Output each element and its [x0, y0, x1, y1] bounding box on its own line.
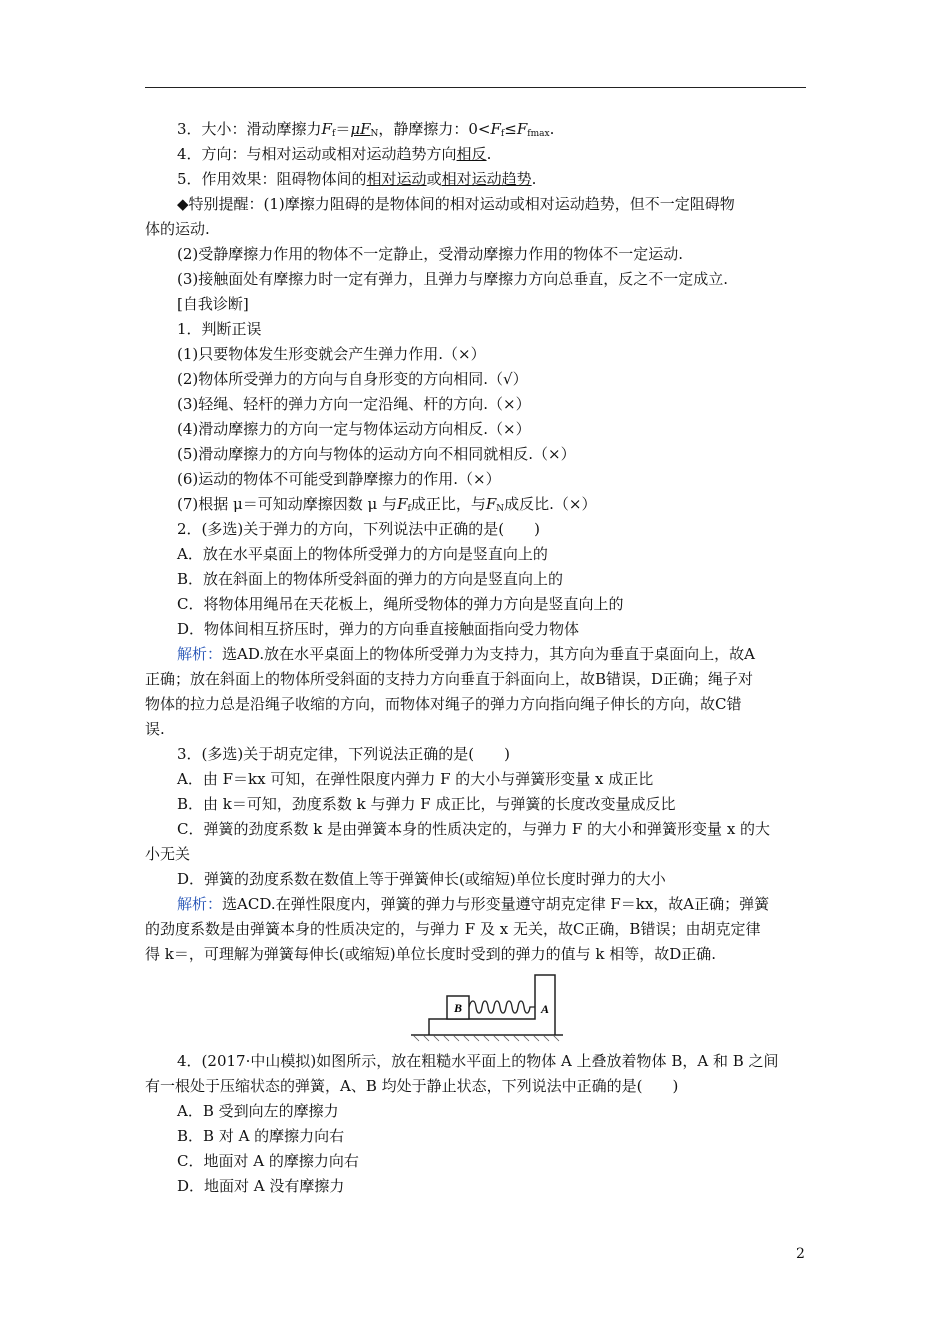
question-title-cont: 有一根处于压缩状态的弹簧，A、B 均处于静止状态，下列说法中正确的是( ) — [145, 1077, 679, 1095]
solution-label: 解析： — [177, 895, 223, 913]
spring — [469, 1001, 535, 1013]
page-number: 2 — [796, 1246, 805, 1262]
option-c: C．地面对 A 的摩擦力向右 — [177, 1152, 359, 1170]
text-line: (2)受静摩擦力作用的物体不一定静止，受滑动摩擦力作用的物体不一定运动. — [177, 245, 684, 263]
option-a: A．B 受到向左的摩擦力 — [177, 1102, 339, 1120]
spring-diagram — [409, 973, 565, 1043]
text-line: ◆特别提醒：(1)摩擦力阻碍的是物体间的相对运动或相对运动趋势，但不一定阻碍物 — [177, 195, 735, 213]
solution-line: 物体的拉力总是沿绳子收缩的方向，而物体对绳子的弹力方向指向绳子伸长的方向，故C错 — [145, 695, 742, 713]
spring-figure — [145, 973, 806, 1043]
ground-hatch — [413, 1035, 559, 1041]
text-line: (1)只要物体发生形变就会产生弹力作用.（×） — [177, 345, 486, 363]
option-d: D．物体间相互挤压时，弹力的方向垂直接触面指向受力物体 — [177, 620, 580, 638]
option-a: A．放在水平桌面上的物体所受弹力的方向是竖直向上的 — [177, 545, 548, 563]
question-title: 4．(2017·中山模拟)如图所示，放在粗糙水平面上的物体 A 上叠放着物体 B，A 和 B 之间 — [177, 1052, 779, 1070]
option-c: C．弹簧的劲度系数 k 是由弹簧本身的性质决定的，与弹力 F 的大小和弹簧形变量 x 的大 — [177, 820, 771, 838]
question-title: 3．(多选)关于胡克定律，下列说法正确的是( ) — [177, 745, 510, 763]
option-b: B．B 对 A 的摩擦力向右 — [177, 1127, 345, 1145]
question-title: 2．(多选)关于弹力的方向，下列说法中正确的是( ) — [177, 520, 540, 538]
option-c: C．将物体用绳吊在天花板上，绳所受物体的弹力方向是竖直向上的 — [177, 595, 624, 613]
option-c-cont: 小无关 — [145, 845, 191, 863]
solution-line: 解析：选AD.放在水平桌面上的物体所受弹力为支持力，其方向为垂直于桌面向上，故A — [177, 645, 755, 663]
option-d: D．弹簧的劲度系数在数值上等于弹簧伸长(或缩短)单位长度时弹力的大小 — [177, 870, 666, 888]
text-line: 3．大小：滑动摩擦力$F_f=\mu F_N$，静摩擦力：$0<F_f\le F_{fmax}$. — [177, 120, 555, 139]
solution-line: 解析：选ACD.在弹性限度内，弹簧的弹力与形变量遵守胡克定律 F＝kx，故A正确；弹簧 — [177, 895, 770, 913]
solution-line: 的劲度系数是由弹簧本身的性质决定的，与弹力 F 及 x 无关，故C正确，B错误；由胡克定律 — [145, 920, 761, 938]
text-line: 4．方向：与相对运动或相对运动趋势方向相反. — [177, 145, 492, 163]
option-d: D．地面对 A 没有摩擦力 — [177, 1177, 345, 1195]
text-line: (3)接触面处有摩擦力时一定有弹力，且弹力与摩擦力方向总垂直，反之不一定成立. — [177, 270, 729, 288]
option-b: B．由 k＝可知，劲度系数 k 与弹力 F 成正比，与弹簧的长度改变量成反比 — [177, 795, 676, 813]
solution-label: 解析： — [177, 645, 223, 663]
solution-line: 正确；放在斜面上的物体所受斜面的支持力方向垂直于斜面向上，故B错误，D正确；绳子对 — [145, 670, 754, 688]
text-line: (4)滑动摩擦力的方向一定与物体运动方向相反.（×） — [177, 420, 531, 438]
document-body — [145, 117, 806, 1199]
option-b: B．放在斜面上的物体所受斜面的弹力的方向是竖直向上的 — [177, 570, 564, 588]
solution-line: 误. — [145, 720, 165, 738]
label-b: B — [453, 1001, 463, 1015]
solution-line: 得 k＝，可理解为弹簧每伸长(或缩短)单位长度时受到的弹力的值与 k 相等，故D正确. — [145, 945, 716, 963]
question-title: 1．判断正误 — [177, 320, 262, 338]
option-a: A．由 F＝kx 可知，在弹性限度内弹力 F 的大小与弹簧形变量 x 成正比 — [177, 770, 654, 788]
text-line: (6)运动的物体不可能受到静摩擦力的作用.（×） — [177, 470, 501, 488]
header-rule — [145, 87, 806, 88]
label-a: A — [540, 1002, 550, 1016]
text-line: 5．作用效果：阻碍物体间的相对运动或相对运动趋势. — [177, 170, 537, 188]
text-line: (7)根据 μ＝可知动摩擦因数 μ 与$F_f$成正比，与$F_N$成反比.（×） — [177, 495, 597, 514]
section-heading: [自我诊断] — [177, 295, 249, 313]
text-line: (3)轻绳、轻杆的弹力方向一定沿绳、杆的方向.（×） — [177, 395, 531, 413]
text-line: (2)物体所受弹力的方向与自身形变的方向相同.（√） — [177, 370, 528, 388]
text-line: (5)滑动摩擦力的方向与物体的运动方向不相同就相反.（×） — [177, 445, 576, 463]
text-line: 体的运动. — [145, 220, 210, 238]
